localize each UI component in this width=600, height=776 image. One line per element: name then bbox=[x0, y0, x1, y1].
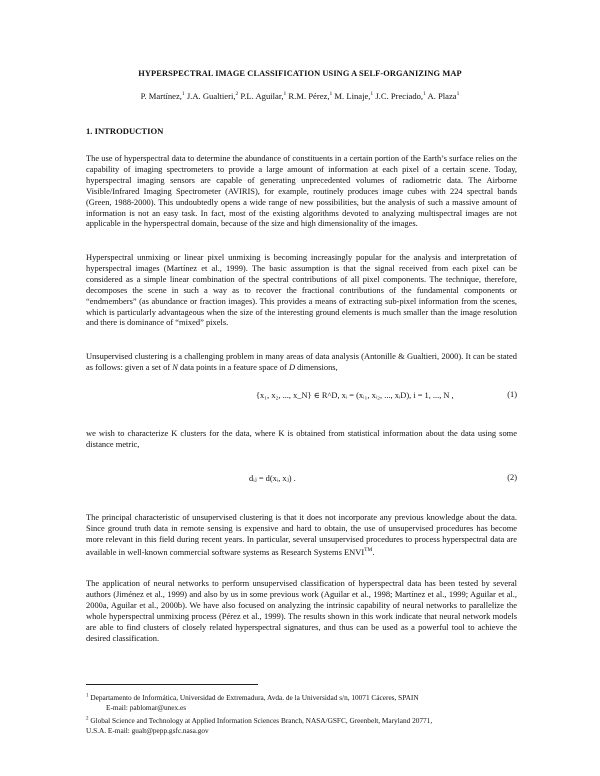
section-heading: 1. INTRODUCTION bbox=[86, 126, 164, 136]
variable-n: N bbox=[172, 361, 178, 372]
paragraph-intro-3 bbox=[86, 351, 517, 373]
author-name: J.A. Gualtieri, bbox=[184, 91, 236, 101]
footnote-text: Departamento de Informática, Universidad de Extremadura, Avda. de la Universidad s/n, 10071 Cáceres, SPAIN bbox=[88, 693, 419, 702]
equation-2-body: dᵢⱼ = d(xᵢ, xⱼ) . bbox=[249, 474, 296, 483]
footnote-mark: 1 bbox=[86, 693, 89, 699]
author-affiliation-mark: 2 bbox=[235, 91, 239, 98]
paragraph-text: . bbox=[372, 546, 375, 557]
paragraph-text: The principal characteristic of unsupervised clustering is that it does not incorporate any previous knowledge about the data. Since ground truth data in remote sensing is expensive and hard to obtain, the use of unsupervised procedures has become more relevant in this field during recent years. In particular, several unsupervised procedures to process hyperspectral data are available in well-known commercial software systems as Research Systems ENVI bbox=[86, 512, 517, 557]
footnote-email: E-mail: pablomar@unex.es bbox=[106, 703, 187, 712]
author-affiliation-mark: 1 bbox=[370, 91, 374, 98]
author-name: M. Linaje, bbox=[332, 91, 371, 101]
paragraph-intro-2: Hyperspectral unmixing or linear pixel unmixing is becoming increasingly popular for the analysis and interpretation of hyperspectral images (Martínez et al., 1999). The basic assumption is that the signal received from each pixel can be considered as a simple linear combination of the spectral contributions of all pixel components. The technique, therefore, decomposes the scene in such a way as to recover the fractional contributions of the fundamental components or “endmembers” (as abundance or fraction images). This provides a means of extracting sub-pixel information from the scenes, which is particularly advantageous when the size of the interesting ground elements is much smaller than the image resolution and there is dominance of “mixed” pixels. bbox=[86, 252, 517, 328]
author-list bbox=[0, 91, 600, 101]
author-name: A. Plaza bbox=[425, 91, 457, 101]
footnote-text: Global Science and Technology at Applied Information Sciences Branch, NASA/GSFC, Greenbelt, Maryland 20771, bbox=[88, 716, 433, 725]
paragraph-intro-5 bbox=[86, 512, 517, 557]
paragraph-intro-6: The application of neural networks to perform unsupervised classification of hyperspectral data has been tested by several authors (Jiménez et al., 1999) and also by us in some previous work (Aguilar et al., 1998; Martínez et al., 1999; Aguilar et al., 2000a, Aguilar et al., 2000b). We have also focused on analyzing the intrinsic capability of neural networks to parallelize the whole hyperspectral unmixing process (Pérez et al., 1999). The results shown in this work indicate that neural network models are able to find clusters of closely related hyperspectral signatures, and thus can be used as a powerful tool to achieve the desired classification. bbox=[86, 578, 517, 643]
paragraph-text: dimensions, bbox=[295, 361, 338, 372]
equation-1-number: (1) bbox=[507, 390, 517, 399]
author-affiliation-mark: 1 bbox=[283, 91, 287, 98]
author-name: J.C. Preciado, bbox=[373, 91, 424, 101]
paper-title: HYPERSPECTRAL IMAGE CLASSIFICATION USING A SELF-ORGANIZING MAP bbox=[138, 69, 462, 78]
author-affiliation-mark: 1 bbox=[423, 91, 426, 98]
author-affiliation-mark: 1 bbox=[456, 91, 460, 98]
author-name: P.L. Aguilar, bbox=[238, 91, 284, 101]
author-name: P. Martínez, bbox=[140, 91, 182, 101]
paragraph-intro-4: we wish to characterize K clusters for the data, where K is obtained from statistical information about the data using some distance metric, bbox=[86, 428, 517, 449]
paragraph-intro-1: The use of hyperspectral data to determine the abundance of constituents in a certain portion of the Earth’s surface relies on the capability of imaging spectrometers to provide a large amount of information at each pixel of a certain scene. Today, hyperspectral imaging sensors are capable of generating unprecedented volumes of radiometric data. The Airborne Visible/Infrared Imaging Spectrometer (AVIRIS), for example, routinely produces image cubes with 224 spectral bands (Green, 1988-2000). This undoubtedly opens a wide range of new possibilities, but the analysis of such a massive amount of information is not an easy task. In fact, most of the existing algorithms devoted to analyzing multispectral images are not applicable in the hyperspectral domain, because of the size and high dimensionality of the images. bbox=[86, 153, 517, 229]
paragraph-text: Unsupervised clustering is a challenging problem in many areas of data analysis (Antonille & Gualtieri, 2000). It can be stated as follows: given a set of bbox=[86, 351, 517, 372]
trademark-mark: TM bbox=[364, 546, 373, 553]
footnote-divider bbox=[86, 684, 258, 685]
footnote-1 bbox=[86, 693, 517, 713]
author-affiliation-mark: 1 bbox=[329, 91, 333, 98]
author-affiliation-mark: 1 bbox=[181, 91, 185, 98]
footnote-mark: 2 bbox=[86, 716, 89, 722]
footnote-email: U.S.A. E-mail: gualt@pepp.gsfc.nasa.gov bbox=[86, 726, 209, 735]
footnote-2 bbox=[86, 716, 517, 736]
variable-d: D bbox=[288, 361, 296, 372]
paragraph-text: data points in a feature space of bbox=[177, 361, 289, 372]
equation-1-body: {x₁, x₂, ..., x_N} ∈ R^D, xᵢ = (xᵢ₁, xᵢ₂, ..., xᵢD), i = 1, ..., N , bbox=[256, 391, 454, 400]
author-name: R.M. Pérez, bbox=[286, 91, 330, 101]
equation-2-number: (2) bbox=[507, 473, 517, 482]
